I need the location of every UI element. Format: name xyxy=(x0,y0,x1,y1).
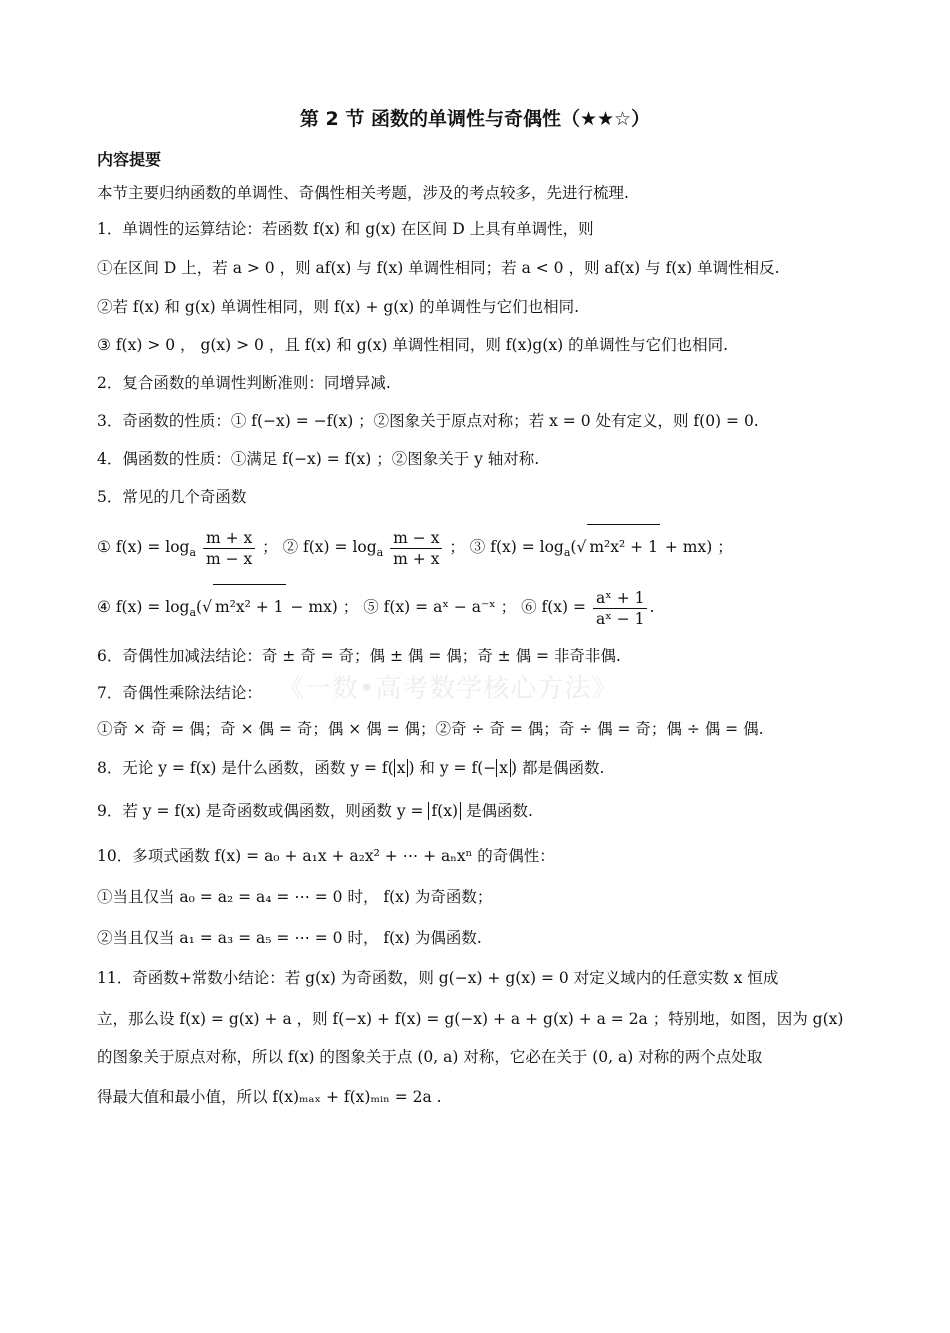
fraction-6 xyxy=(593,588,648,629)
formula-6-end: . xyxy=(649,598,655,616)
intro-text: 本节主要归纳函数的单调性、奇偶性相关考题，涉及的考点较多，先进行梳理. xyxy=(97,184,629,202)
fraction-6-denominator: aˣ − 1 xyxy=(595,609,645,628)
abs-x-2: x xyxy=(496,759,511,777)
point-6: 6．奇偶性加减法结论：奇 ± 奇 = 奇；偶 ± 偶 = 偶；奇 ± 偶 = 非奇非偶. xyxy=(97,647,621,665)
odd-functions-row-1: ① $f(x) = \log_a$ $\frac{m + x}{m - x}$ ； ② $f(x) = \log_a$ $\frac{m - x}{m + x}$ ； ③ $f(x) = \log_a(√$ m²x² + 1 + mx) ； xyxy=(97,524,857,575)
point-11-line-2: 立，那么设 f(x) = g(x) + a ，则 f(−x) + f(x) = g(−x) + a + g(x) + a = 2a ；特别地，如图，因为 g(x) xyxy=(97,1010,844,1028)
point-1: 1．单调性的运算结论：若函数 f(x) 和 g(x) 在区间 D 上具有单调性，则 xyxy=(97,220,594,238)
point-10: 10．多项式函数 f(x) = a₀ + a₁x + a₂x² + ⋯ + aₙxⁿ 的奇偶性： xyxy=(97,847,555,865)
page-title: 第 2 节 函数的单调性与奇偶性（★★☆） xyxy=(299,108,651,130)
abs-x-1: x xyxy=(394,759,409,777)
sqrt-radicand-2: m²x² + 1 xyxy=(213,584,286,629)
odd-functions-row-2: ④ $f(x) = \log_a(√$ m²x² + 1 − mx) ； ⑤ f(x) = aˣ − a⁻ˣ ； ⑥ f(x) = $\frac{\text{aˣ + 1}}{\text{aˣ − 1}}$ . xyxy=(97,584,857,635)
abs-fx: f(x) xyxy=(428,802,461,820)
formula-3-prefix: ； ③ f(x) = log xyxy=(449,538,564,556)
formula-5: ⑤ f(x) = aˣ − a⁻ˣ ； xyxy=(363,598,517,616)
point-7-item: ①奇 × 奇 = 偶；奇 × 偶 = 奇；偶 × 偶 = 偶；②奇 ÷ 奇 = 偶；奇 ÷ 偶 = 奇；偶 ÷ 偶 = 偶. xyxy=(97,720,764,738)
log-base: a xyxy=(563,546,571,560)
formula-2-prefix: ； ② f(x) = log xyxy=(262,538,377,556)
point-11-line-1: 11．奇函数+常数小结论：若 g(x) 为奇函数，则 g(−x) + g(x) = 0 对定义域内的任意实数 x 恒成 xyxy=(97,969,779,987)
point-8-text-a: 8．无论 y = f(x) 是什么函数，函数 y = f( xyxy=(97,759,394,777)
point-9 xyxy=(97,800,857,822)
point-10-item-2: ②当且仅当 a₁ = a₃ = a₅ = ⋯ = 0 时， f(x) 为偶函数. xyxy=(97,929,482,947)
fraction-6-numerator: aˣ + 1 xyxy=(593,588,648,609)
point-10-item-1: ①当且仅当 a₀ = a₂ = a₄ = ⋯ = 0 时， f(x) 为奇函数； xyxy=(97,888,493,906)
fraction-2 xyxy=(390,528,442,569)
log-base: a xyxy=(376,546,384,560)
log-base: a xyxy=(189,546,197,560)
formula-4-prefix: ④ f(x) = log xyxy=(97,598,190,616)
fraction-1-numerator: m + x xyxy=(203,528,255,549)
point-8-text-b: ) 和 y = f(− xyxy=(408,759,497,777)
section-heading: 内容提要 xyxy=(97,150,162,169)
fraction-1 xyxy=(203,528,255,569)
point-8-text-c: ) 都是偶函数. xyxy=(510,759,605,777)
sqrt-radicand-1: m²x² + 1 xyxy=(587,524,660,569)
point-7: 7．奇偶性乘除法结论： xyxy=(97,684,262,702)
point-9-text-a: 9．若 y = f(x) 是奇函数或偶函数，则函数 y = xyxy=(97,802,424,820)
point-3: 3．奇函数的性质：① f(−x) = −f(x) ；②图象关于原点对称；若 x = 0 处有定义，则 f(0) = 0. xyxy=(97,412,759,430)
formula-4-tail: − mx) ； xyxy=(285,598,359,616)
fraction-1-denominator: m − x xyxy=(205,549,253,568)
fraction-2-numerator: m − x xyxy=(390,528,442,549)
formula-3-tail: + mx) ； xyxy=(659,538,733,556)
point-11-line-4: 得最大值和最小值，所以 f(x)ₘₐₓ + f(x)ₘᵢₙ = 2a . xyxy=(97,1088,442,1106)
log-base: a xyxy=(189,606,197,620)
watermark: 《一数•高考数学核心方法》 xyxy=(278,674,619,704)
point-1-item-1: ①在区间 D 上，若 a > 0 ，则 af(x) 与 f(x) 单调性相同；若 a < 0 ，则 af(x) 与 f(x) 单调性相反. xyxy=(97,259,780,277)
formula-1-prefix: ① f(x) = log xyxy=(97,538,190,556)
point-9-text-b: 是偶函数. xyxy=(465,802,533,820)
point-1-item-2: ②若 f(x) 和 g(x) 单调性相同，则 f(x) + g(x) 的单调性与它们也相同. xyxy=(97,298,579,316)
formula-6-prefix: ⑥ f(x) = xyxy=(521,598,587,616)
point-1-item-3: ③ f(x) > 0 ， g(x) > 0 ，且 f(x) 和 g(x) 单调性相同，则 f(x)g(x) 的单调性与它们也相同. xyxy=(97,336,728,354)
point-11-line-3: 的图象关于原点对称，所以 f(x) 的图象关于点 (0, a) 对称，它必在关于 (0, a) 对称的两个点处取 xyxy=(97,1048,763,1066)
point-4: 4．偶函数的性质：①满足 f(−x) = f(x) ；②图象关于 y 轴对称. xyxy=(97,450,540,468)
fraction-2-denominator: m + x xyxy=(393,549,440,568)
point-2: 2．复合函数的单调性判断准则：同增异减. xyxy=(97,374,391,392)
point-8 xyxy=(97,757,857,779)
point-5: 5．常见的几个奇函数 xyxy=(97,488,247,506)
